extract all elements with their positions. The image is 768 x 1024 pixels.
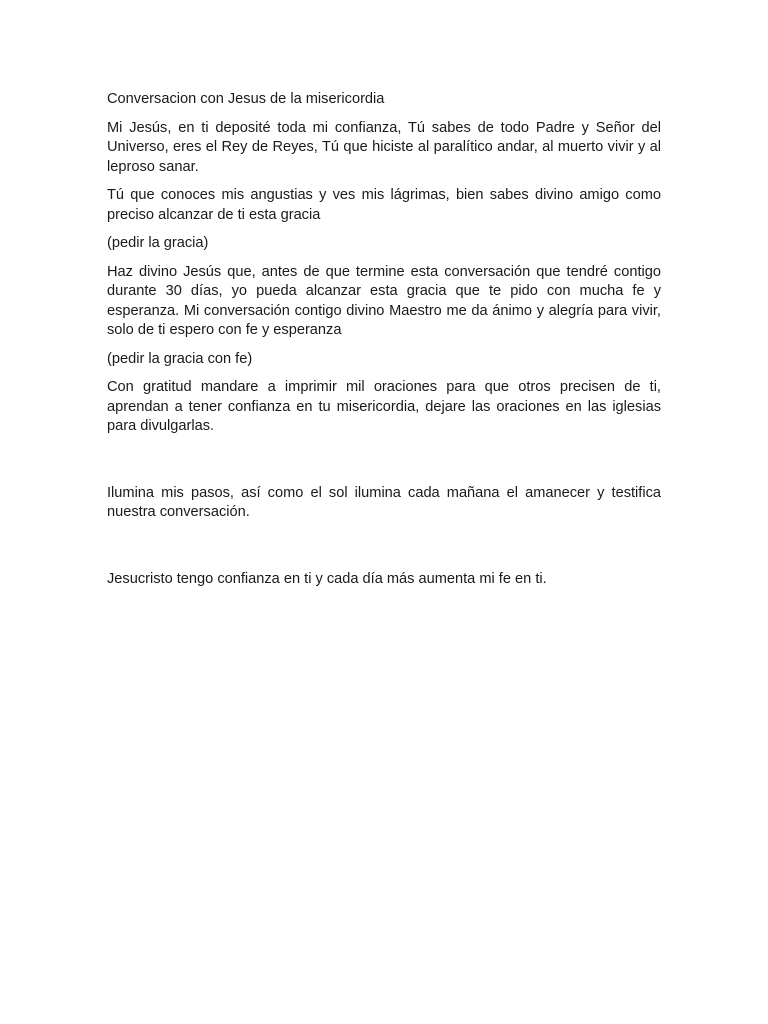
paragraph-7: Ilumina mis pasos, así como el sol ilumina cada mañana el amanecer y testifica nuestra conversación. [107,484,661,520]
paragraph-2: Tú que conoces mis angustias y ves mis lágrimas, bien sabes divino amigo como preciso alcanzar de ti esta gracia [107,187,661,223]
blank-line-spacer [107,532,661,570]
document-title: Conversacion con Jesus de la misericordia [107,91,385,107]
paragraph-6: Con gratitud mandare a imprimir mil oraciones para que otros precisen de ti, aprendan a tener confianza en tu misericordia, dejare las oraciones en las iglesias para divulgarlas. [107,379,661,434]
paragraph-4: Haz divino Jesús que, antes de que termine esta conversación que tendré contigo durante 30 días, yo pueda alcanzar esta gracia que te pido con mucha fe y esperanza. Mi conversación contigo divino Maestro me da ánimo y alegría para vivir, solo de ti espero con fe y esperanza [107,263,661,338]
paragraph-3: (pedir la gracia) [107,235,209,251]
paragraph-1: Mi Jesús, en ti deposité toda mi confianza, Tú sabes de todo Padre y Señor del Universo, eres el Rey de Reyes, Tú que hiciste al paralítico andar, al muerto vivir y al leproso sanar. [107,119,661,175]
paragraph-8: Jesucristo tengo confianza en ti y cada día más aumenta mi fe en ti. [107,570,547,587]
paragraph-5: (pedir la gracia con fe) [107,350,253,367]
blank-line-spacer [107,446,661,484]
document-body [107,90,661,598]
